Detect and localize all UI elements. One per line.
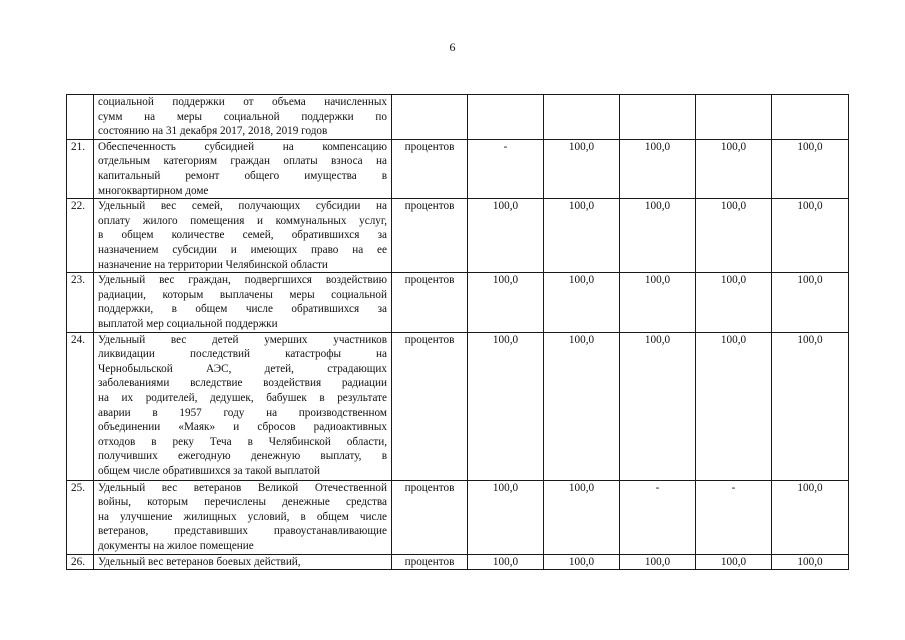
value-cell: 100,0: [696, 199, 772, 273]
description-line: социальной поддержки от объема начисленных: [98, 96, 387, 108]
description-line: общем числе обратившихся за такой выплатой: [98, 464, 320, 477]
value-cell: [696, 95, 772, 140]
value-cell: 100,0: [544, 480, 620, 554]
table-row: [67, 199, 849, 273]
unit-cell: [392, 95, 468, 140]
value-cell: 100,0: [468, 554, 544, 570]
indicators-table: [66, 94, 849, 570]
description-line: отходов в реку Теча в Челябинской области,: [98, 435, 387, 448]
description-line: сумм на меры социальной поддержки по: [98, 110, 387, 123]
description-line: аварии в 1957 году на производственном: [98, 406, 387, 419]
value-cell: 100,0: [544, 273, 620, 332]
description-line: назначением субсидии и имеющих право на ее: [98, 243, 387, 256]
description-line: Удельный вес семей, получающих субсидии на: [98, 200, 387, 213]
description-line: состоянию на 31 декабря 2017, 2018, 2019 годов: [98, 125, 328, 138]
description-line: объединении «Маяк» и сбросов радиоактивных: [98, 421, 387, 434]
description-line: Удельный вес ветеранов боевых действий,: [98, 555, 301, 568]
table-body: [67, 95, 849, 570]
description-line: в общем количестве семей, обратившихся за: [98, 229, 387, 242]
row-number: 22.: [67, 199, 94, 273]
value-cell: 100,0: [544, 554, 620, 570]
indicator-description: [94, 273, 392, 332]
unit-cell: процентов: [392, 273, 468, 332]
indicator-description: [94, 139, 392, 198]
description-line: радиации, которым выплачены меры социальной: [98, 288, 387, 301]
row-number: 21.: [67, 139, 94, 198]
table-row: [67, 139, 849, 198]
value-cell: 100,0: [620, 273, 696, 332]
value-cell: [468, 95, 544, 140]
description-line: ветеранов, представивших правоустанавливающие: [98, 525, 387, 538]
description-line: на улучшение жилищных условий, в общем числе: [98, 510, 387, 523]
description-line: войны, которым перечислены денежные средства: [98, 496, 387, 509]
value-cell: -: [468, 139, 544, 198]
description-line: многоквартирном доме: [98, 184, 209, 197]
description-line: получивших ежегодную денежную выплату, в: [98, 450, 387, 463]
value-cell: 100,0: [696, 139, 772, 198]
row-number: 25.: [67, 480, 94, 554]
value-cell: 100,0: [544, 199, 620, 273]
description-line: ликвидации последствий катастрофы на: [98, 348, 387, 361]
description-line: назначение на территории Челябинской области: [98, 258, 328, 271]
description-line: Удельный вес ветеранов Великой Отечественной: [98, 481, 387, 494]
description-line: капитальный ремонт общего имущества в: [98, 169, 387, 182]
description-line: отдельным категориям граждан оплаты взноса на: [98, 155, 387, 168]
unit-cell: процентов: [392, 480, 468, 554]
indicator-description: [94, 332, 392, 480]
value-cell: 100,0: [468, 480, 544, 554]
value-cell: 100,0: [468, 273, 544, 332]
value-cell: 100,0: [620, 554, 696, 570]
value-cell: -: [620, 480, 696, 554]
value-cell: [620, 95, 696, 140]
value-cell: 100,0: [544, 332, 620, 480]
row-number: 23.: [67, 273, 94, 332]
unit-cell: процентов: [392, 139, 468, 198]
value-cell: 100,0: [620, 139, 696, 198]
value-cell: [544, 95, 620, 140]
row-number: [67, 95, 94, 140]
description-line: оплату жилого помещения и коммунальных услуг,: [98, 214, 387, 227]
table-row: [67, 332, 849, 480]
value-cell: 100,0: [772, 480, 849, 554]
value-cell: -: [696, 480, 772, 554]
indicator-description: [94, 480, 392, 554]
row-number: 24.: [67, 332, 94, 480]
value-cell: 100,0: [544, 139, 620, 198]
unit-cell: процентов: [392, 554, 468, 570]
description-line: Удельный вес детей умерших участников: [98, 333, 387, 346]
indicator-description: [94, 95, 392, 140]
indicator-description: [94, 554, 392, 570]
description-line: на их родителей, дедушек, бабушек в результате: [98, 391, 387, 404]
page-number: 6: [449, 40, 456, 54]
value-cell: 100,0: [772, 554, 849, 570]
indicator-description: [94, 199, 392, 273]
unit-cell: процентов: [392, 199, 468, 273]
value-cell: 100,0: [696, 332, 772, 480]
value-cell: 100,0: [772, 332, 849, 480]
description-line: документы на жилое помещение: [98, 539, 254, 552]
value-cell: 100,0: [620, 332, 696, 480]
value-cell: [772, 95, 849, 140]
description-line: Обеспеченность субсидией на компенсацию: [98, 140, 387, 153]
value-cell: 100,0: [468, 199, 544, 273]
description-line: Удельный вес граждан, подвергшихся воздействию: [98, 274, 387, 287]
value-cell: 100,0: [696, 554, 772, 570]
value-cell: 100,0: [772, 273, 849, 332]
description-line: заболеваниями вследствие воздействия радиации: [98, 377, 387, 390]
value-cell: 100,0: [772, 199, 849, 273]
row-number: 26.: [67, 554, 94, 570]
value-cell: 100,0: [468, 332, 544, 480]
value-cell: 100,0: [772, 139, 849, 198]
description-line: поддержки, в общем числе обратившихся за: [98, 303, 387, 316]
description-line: выплатой мер социальной поддержки: [98, 317, 278, 330]
table-row: [67, 554, 849, 570]
table-row: [67, 273, 849, 332]
value-cell: 100,0: [696, 273, 772, 332]
table-row: [67, 95, 849, 140]
value-cell: 100,0: [620, 199, 696, 273]
table-row: [67, 480, 849, 554]
description-line: Чернобыльской АЭС, детей, страдающих: [98, 362, 387, 375]
unit-cell: процентов: [392, 332, 468, 480]
